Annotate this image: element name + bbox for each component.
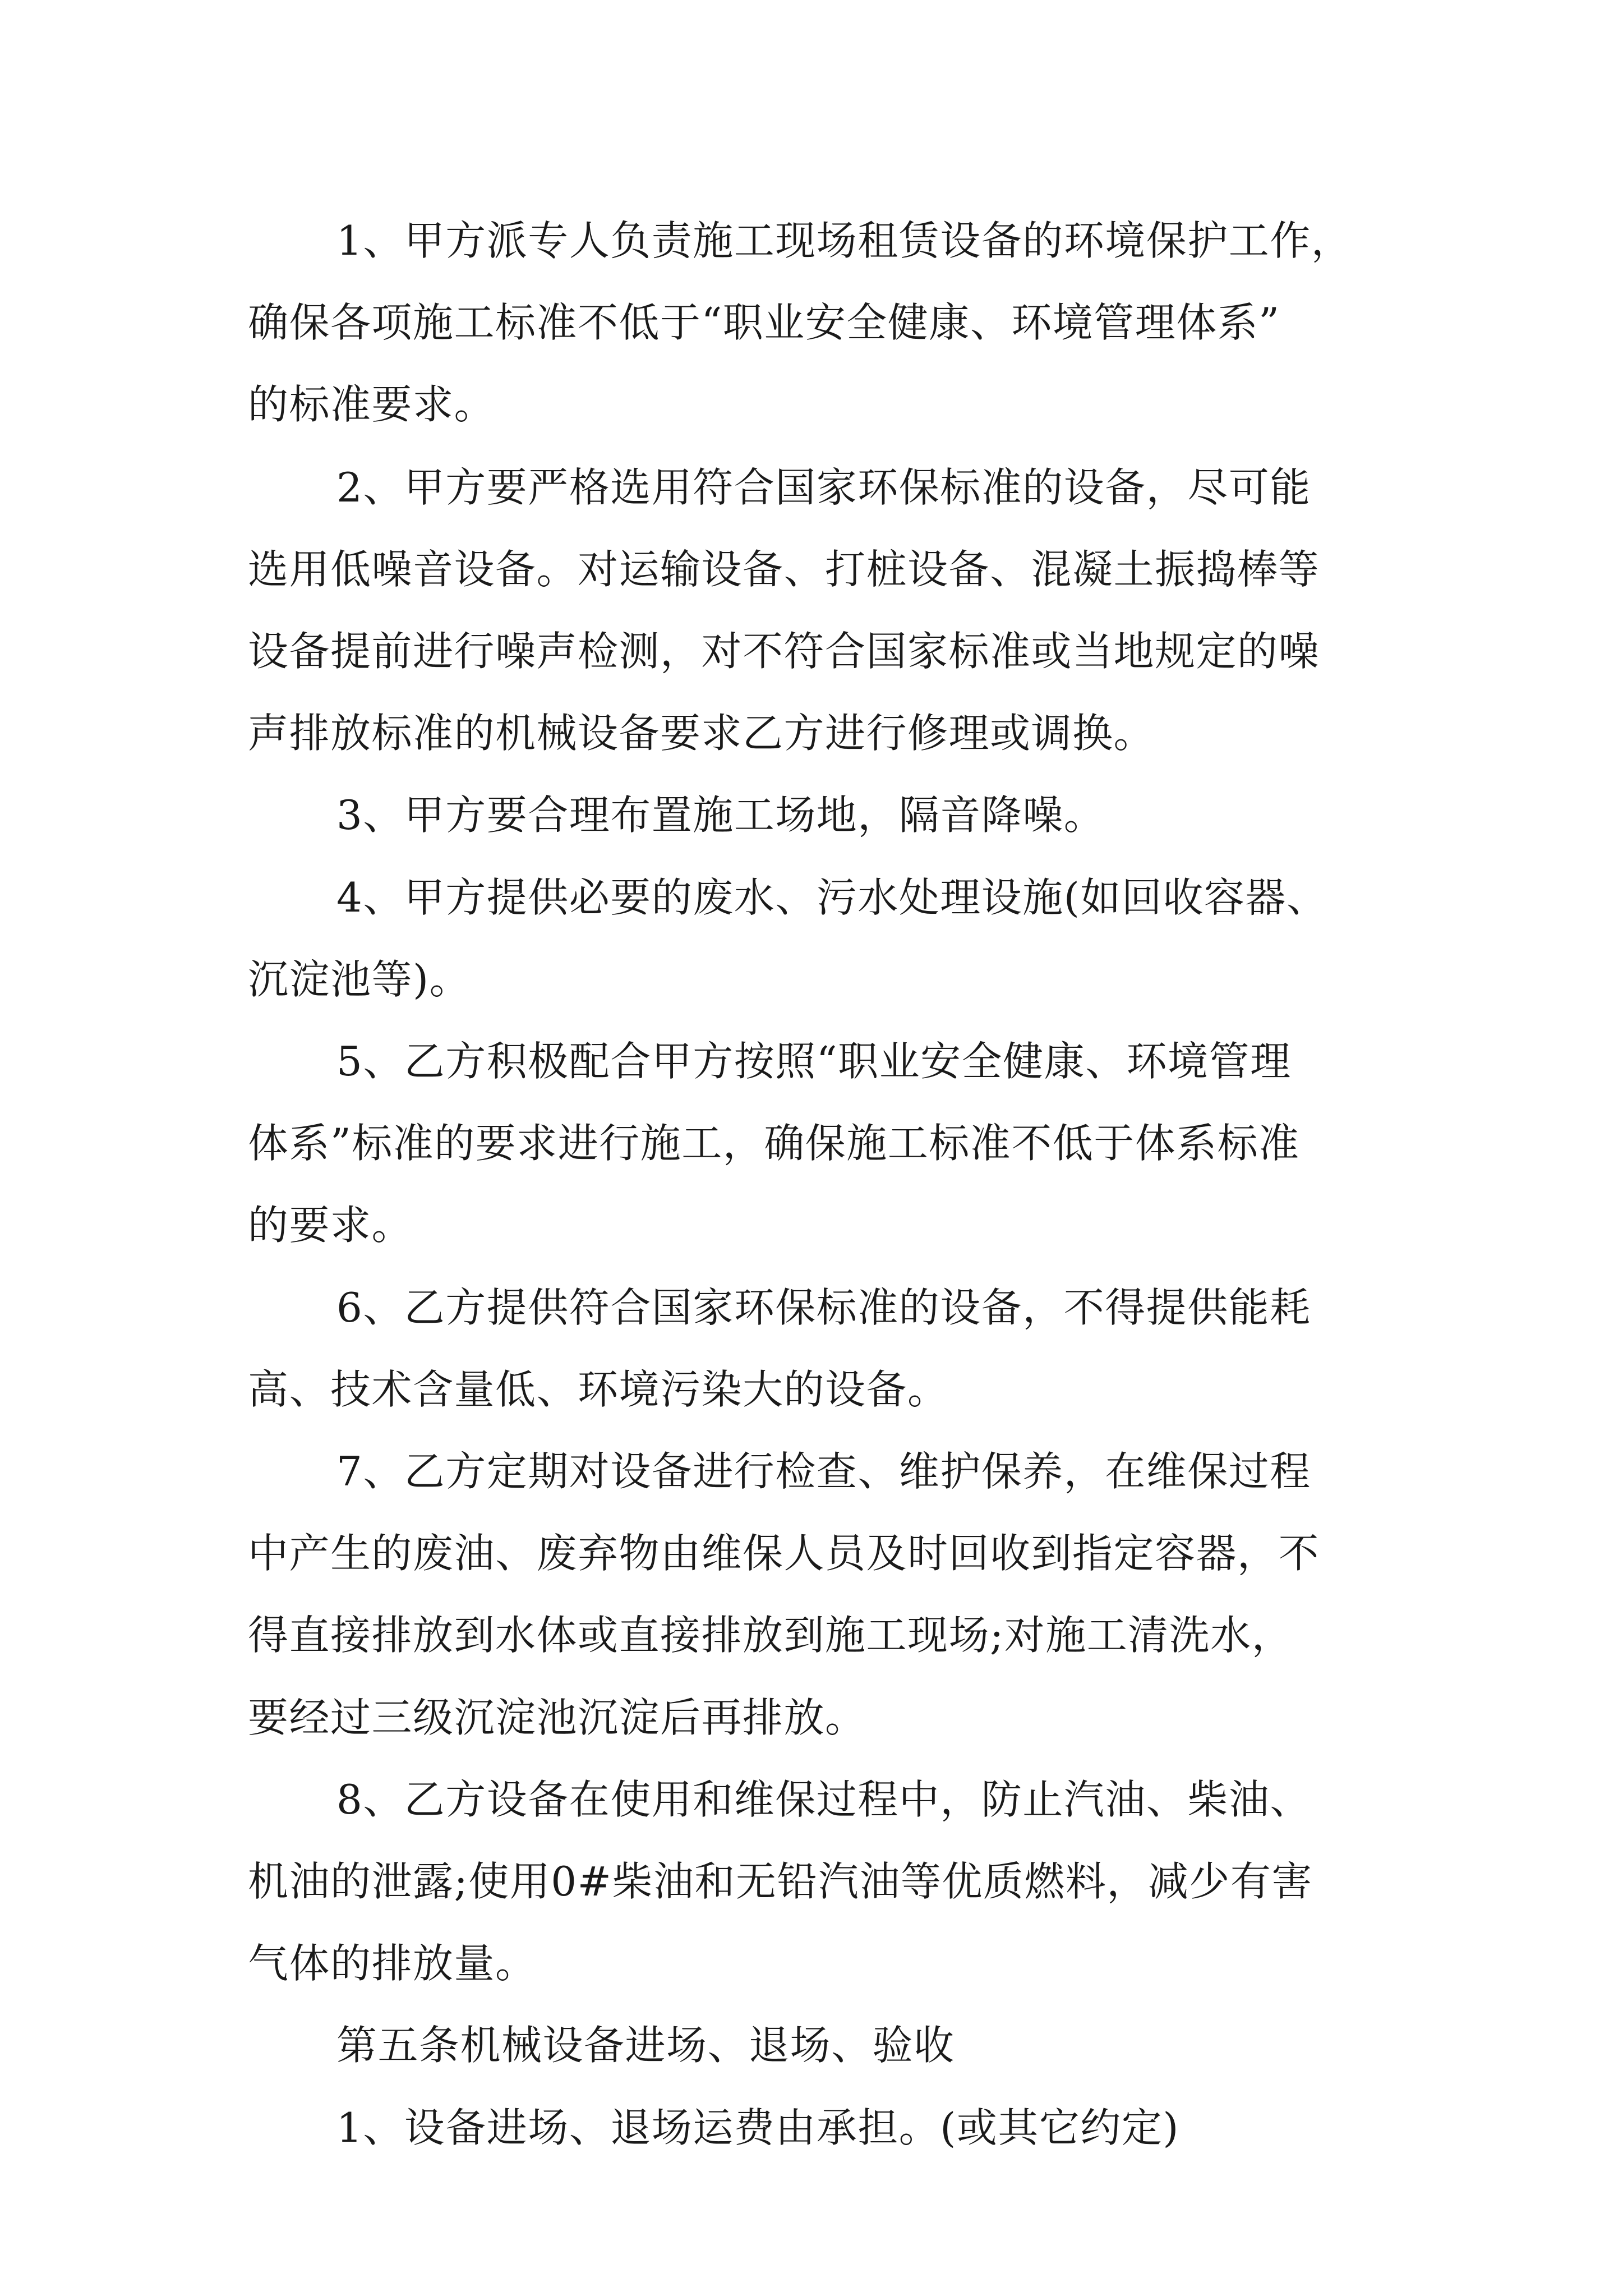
- text-line: 7、乙方定期对设备进行检查、维护保养，在维保过程: [336, 1448, 1311, 1495]
- text-line: 2、甲方要严格选用符合国家环保标准的设备，尽可能: [336, 464, 1311, 511]
- text-line: 高、技术含量低、环境污染大的设备。: [248, 1366, 949, 1413]
- text-line: 4、甲方提供必要的废水、污水处理设施(如回收容器、: [336, 874, 1328, 921]
- text-line: 的要求。: [248, 1202, 413, 1249]
- text-line: 中产生的废油、废弃物由维保人员及时回收到指定容器，不: [248, 1530, 1320, 1577]
- text-line: 声排放标准的机械设备要求乙方进行修理或调换。: [248, 710, 1155, 757]
- text-line: 要经过三级沉淀池沉淀后再排放。: [248, 1694, 866, 1741]
- text-line: 体系”标准的要求进行施工，确保施工标准不低于体系标准: [248, 1120, 1300, 1167]
- text-line: 确保各项施工标准不低于“职业安全健康、环境管理体系”: [248, 299, 1280, 346]
- text-line: 气体的排放量。: [248, 1940, 537, 1987]
- text-line: 5、乙方积极配合甲方按照“职业安全健康、环境管理: [336, 1038, 1292, 1085]
- text-line: 沉淀池等)。: [248, 956, 471, 1003]
- text-line: 机油的泄露;使用0#柴油和无铅汽油等优质燃料，减少有害: [248, 1858, 1313, 1905]
- text-line: 得直接排放到水体或直接排放到施工现场;对施工清洗水，: [248, 1612, 1293, 1659]
- text-line: 6、乙方提供符合国家环保标准的设备，不得提供能耗: [336, 1284, 1311, 1331]
- text-line: 8、乙方设备在使用和维保过程中，防止汽油、柴油、: [336, 1776, 1311, 1823]
- section-heading: 第五条机械设备进场、退场、验收: [336, 2022, 955, 2069]
- text-line: 1、甲方派专人负责施工现场租赁设备的环境保护工作，: [336, 217, 1353, 264]
- text-line: 的标准要求。: [248, 381, 496, 428]
- text-line: 设备提前进行噪声检测，对不符合国家标准或当地规定的噪: [248, 628, 1320, 675]
- text-line: 选用低噪音设备。对运输设备、打桩设备、混凝土振捣棒等: [248, 546, 1320, 593]
- text-line: 3、甲方要合理布置施工场地，隔音降噪。: [336, 792, 1105, 839]
- text-line: 1、设备进场、退场运费由承担。(或其它约定): [336, 2104, 1179, 2151]
